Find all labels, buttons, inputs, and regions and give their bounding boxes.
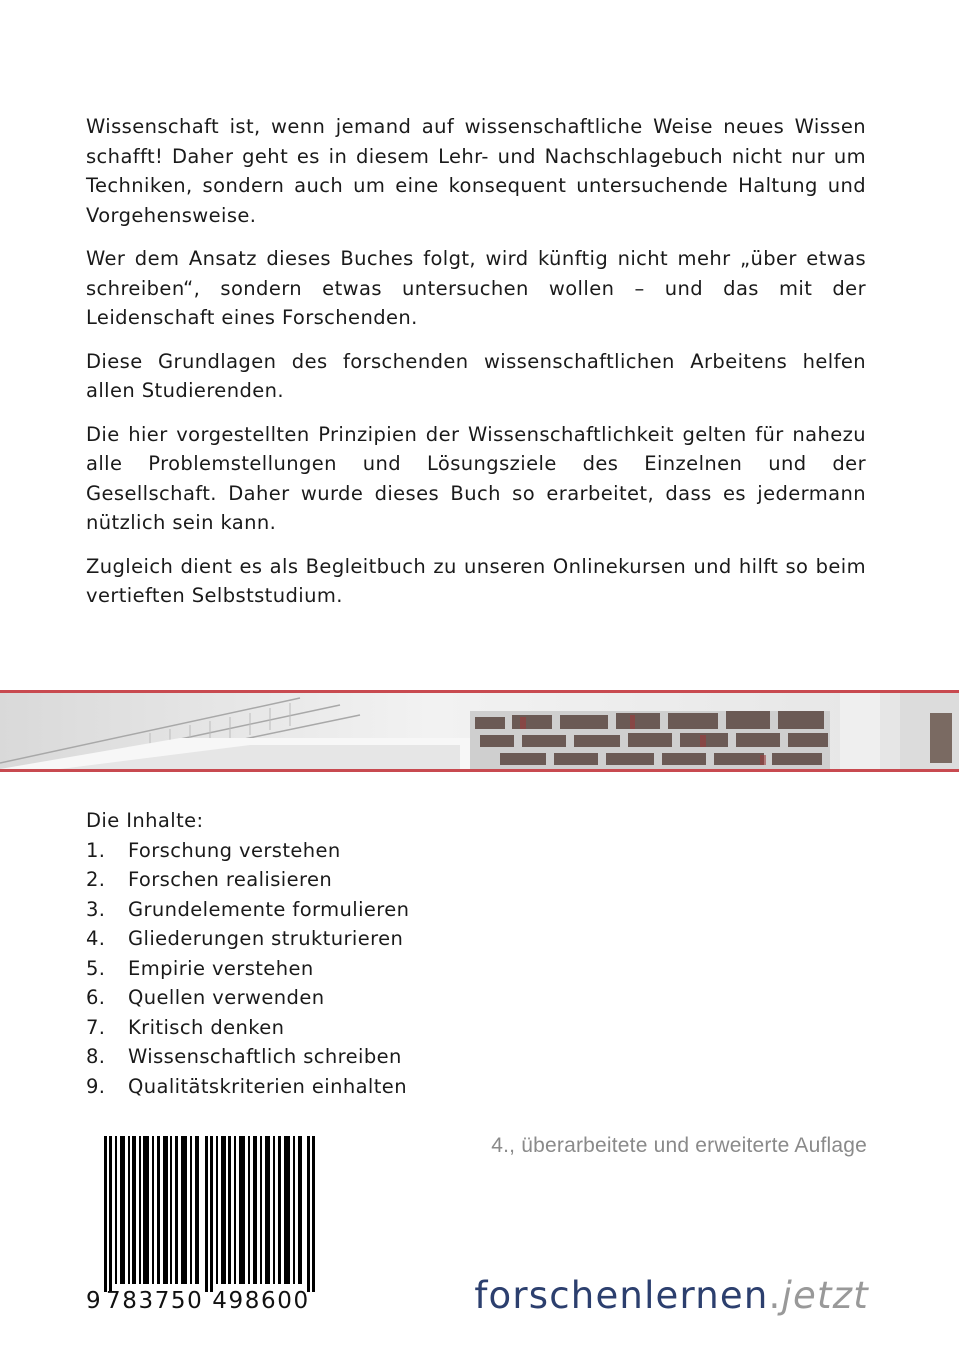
list-item [86, 954, 606, 984]
isbn-first-digit: 9 [86, 1288, 103, 1314]
list-item-number: 2. [86, 868, 106, 891]
list-item-number: 6. [86, 986, 106, 1009]
intro-paragraph-4: Die hier vorgestellten Prinzipien der Wissenschaftlichkeit gelten für nahezu alle Problemstellungen und Lösungsziele des Einzelnen und der Gesellschaft. Daher wurde dieses Buch so erarbeitet, dass es jedermann nützlich sein kann. [86, 422, 866, 534]
list-item-label: Forschung verstehen [128, 838, 341, 862]
brand-logo [474, 1274, 869, 1317]
library-photo-banner [0, 690, 959, 772]
isbn-barcode [86, 1136, 322, 1322]
list-item-number: 5. [86, 956, 106, 980]
list-item-number: 4. [86, 927, 106, 950]
list-item-label: Empirie verstehen [128, 956, 314, 980]
list-item [86, 1013, 606, 1043]
brand-main: forschenlernen [474, 1274, 769, 1317]
intro-paragraph-5: Zugleich dient es als Begleitbuch zu unseren Onlinekursen und hilft so beim vertieften Selbststudium. [86, 554, 866, 607]
list-item [86, 1042, 606, 1072]
library-photo-icon [0, 693, 959, 769]
list-item-label: Wissenschaftlich schreiben [128, 1045, 402, 1068]
intro-paragraph-3: Diese Grundlagen des forschenden wissenschaftlichen Arbeitens helfen allen Studierenden. [86, 349, 866, 402]
edition-note: 4., überarbeitete und erweiterte Auflage [491, 1134, 867, 1157]
contents-list [86, 836, 606, 1102]
list-item-label: Gliederungen strukturieren [128, 927, 404, 950]
barcode-icon [104, 1136, 318, 1292]
list-item-label: Quellen verwenden [128, 986, 325, 1009]
contents-heading: Die Inhalte: [86, 809, 204, 832]
intro-paragraph-1: Wissenschaft ist, wenn jemand auf wissenschaftliche Weise neues Wissen schafft! Daher geht es in diesem Lehr- und Nachschlagebuch nicht nur um Techniken, sondern auch um eine konsequent untersuchende Haltung und Vorgehensweise. [86, 115, 866, 227]
list-item-number: 8. [86, 1045, 106, 1068]
list-item-label: Kritisch denken [128, 1015, 285, 1039]
table-of-contents [86, 806, 606, 1101]
brand-dot: . [768, 1274, 782, 1317]
list-item-number: 3. [86, 897, 106, 921]
intro-paragraph-2: Wer dem Ansatz dieses Buches folgt, wird künftig nicht mehr „über etwas schreiben“, sondern etwas untersuchen wollen – und das mit der Leidenschaft eines Forschenden. [86, 247, 866, 329]
brand-tld: jetzt [781, 1274, 869, 1317]
intro-text [86, 112, 866, 625]
isbn-number [86, 1288, 326, 1314]
list-item [86, 865, 606, 895]
list-item [86, 924, 606, 954]
list-item [86, 983, 606, 1013]
list-item-number: 7. [86, 1015, 106, 1039]
list-item-label: Qualitätskriterien einhalten [128, 1074, 407, 1098]
list-item-label: Grundelemente formulieren [128, 897, 410, 921]
list-item-number: 1. [86, 838, 106, 862]
list-item [86, 895, 606, 925]
list-item [86, 836, 606, 866]
isbn-digits: 783750 498600 [106, 1288, 310, 1314]
list-item [86, 1072, 606, 1102]
list-item-number: 9. [86, 1074, 106, 1098]
list-item-label: Forschen realisieren [128, 868, 333, 891]
